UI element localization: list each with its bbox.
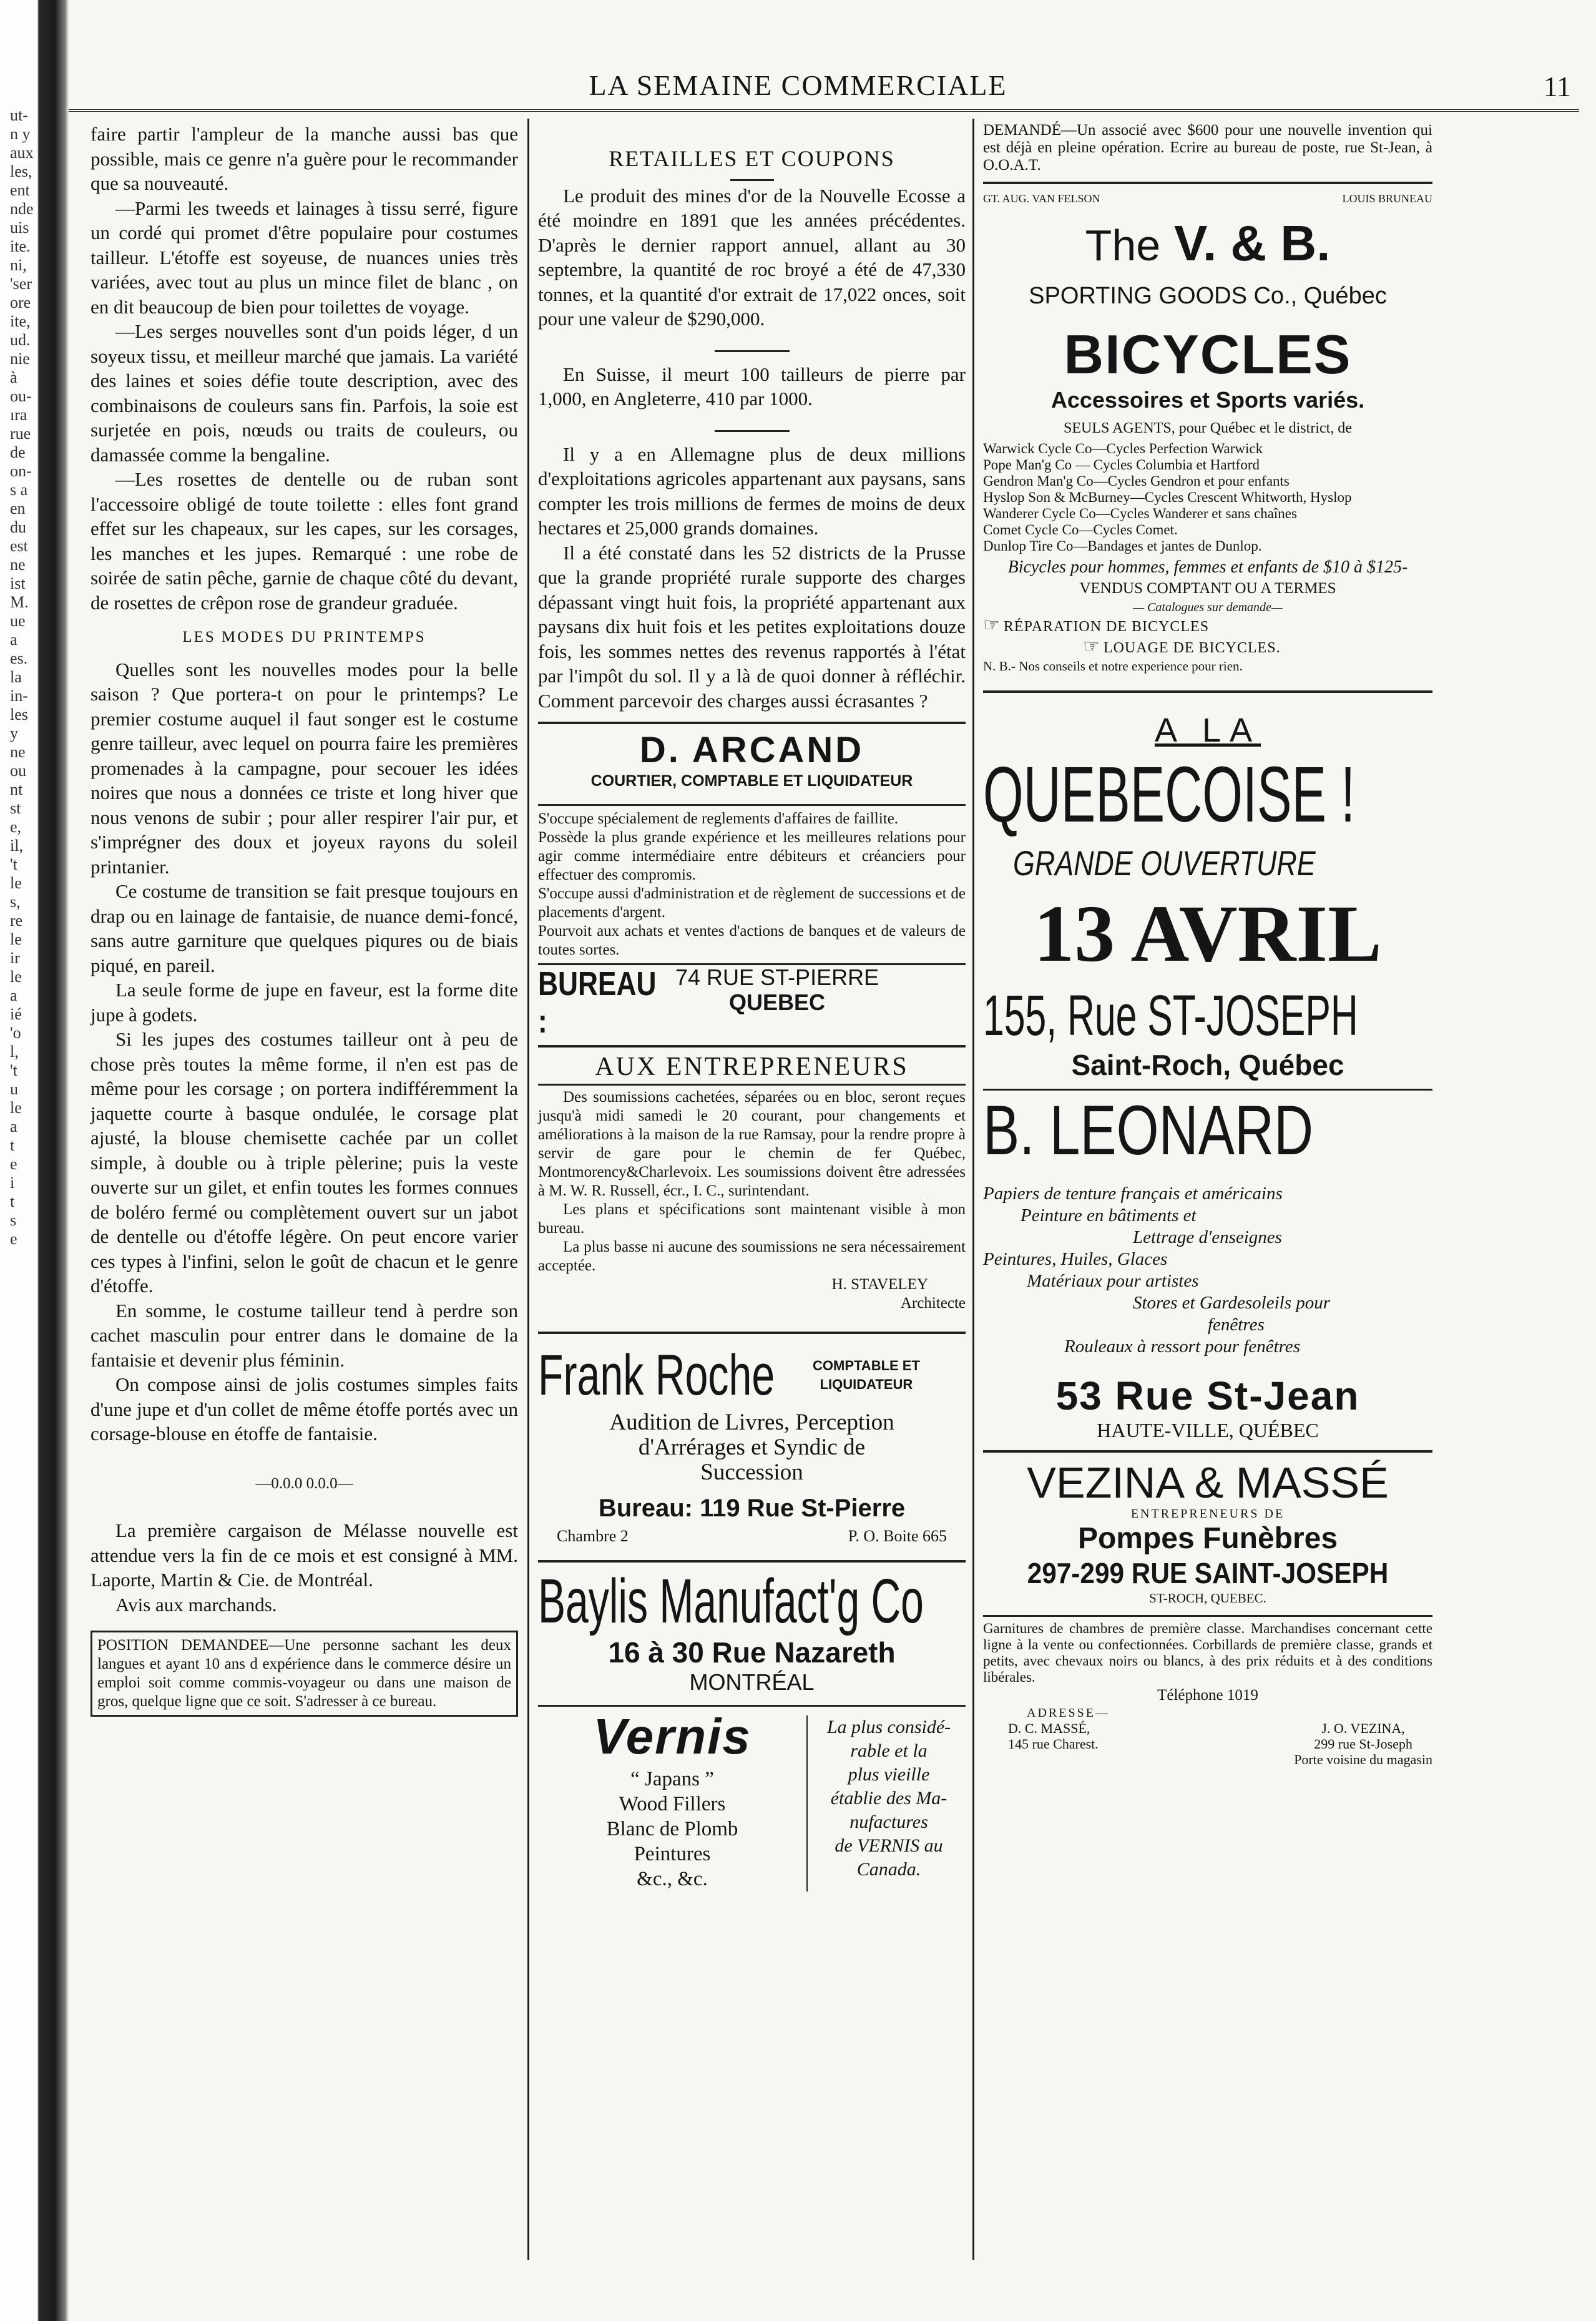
advertiser-role: ENTREPRENEURS DE bbox=[1130, 1506, 1285, 1521]
edge-fragment: ne bbox=[10, 556, 26, 574]
edge-fragment: e, bbox=[10, 818, 22, 836]
advertiser-city: MONTRÉAL bbox=[689, 1669, 815, 1695]
ad-paragraph: La plus basse ni aucune des soumissions ne sera nécessairement acceptée. bbox=[538, 1239, 966, 1274]
page-number: 11 bbox=[1543, 71, 1571, 102]
product-line: Blanc de Plomb bbox=[606, 1817, 738, 1840]
contact-note: Porte voisine du magasin bbox=[1294, 1751, 1432, 1767]
pointing-hand-icon: ☞ bbox=[983, 614, 1000, 635]
header-rule bbox=[69, 109, 1579, 112]
classified-position-wanted: POSITION DEMANDEE—Une personne sachant les deux langues et ayant 10 ans d expérience dans le commerce désire un emploi soit comme commis-voyageur ou dans une maison de gros, quelque ligne que ce soit. S'adresser à ce bureau. bbox=[91, 1631, 518, 1717]
edge-fragment: de bbox=[10, 443, 26, 461]
edge-fragment: les, bbox=[10, 162, 32, 180]
edge-fragment: aux bbox=[10, 144, 34, 162]
brand-name: V. & B. bbox=[1173, 215, 1331, 271]
paragraph: —Parmi les tweeds et lainages à tissu serré, figure un cordé qui promet d'être populaire pour costumes tailleur. L'étoffe est soyeuse, de nuances unies très variées, avec tout au plus un mince filet de blanc , on en dit beaucoup de bien pour toilettes de voyage. bbox=[91, 197, 518, 318]
company-name: SPORTING GOODS Co., Québec bbox=[1029, 282, 1387, 309]
paragraph: Ce costume de transition se fait presque toujours en drap ou en lainage de fantaisie, de nuance demi-foncé, sans autre garniture que quelques piqures ou de biais piqué, en pareil. bbox=[91, 880, 518, 976]
edge-fragment: ud. bbox=[10, 331, 31, 349]
edge-fragment: il, bbox=[10, 837, 23, 855]
bureau-address: 74 RUE ST-PIERRE bbox=[675, 964, 879, 990]
edge-fragment: ir bbox=[10, 949, 20, 967]
edge-fragment: ore bbox=[10, 293, 31, 312]
classified-associate-wanted: DEMANDÉ—Un associé avec $600 pour une nouvelle invention qui est déjà en pleine opération. Ecrire au bureau de poste, rue St-Jean, à O.O.A.T. bbox=[983, 122, 1432, 174]
edge-fragment: a bbox=[10, 1117, 17, 1136]
signature-title: Architecte bbox=[900, 1295, 966, 1312]
claim-line: rable et la bbox=[850, 1740, 928, 1761]
edge-fragment: ist bbox=[10, 574, 26, 592]
ad-subhead: GRANDE OUVERTURE bbox=[1013, 843, 1316, 883]
edge-fragment: on- bbox=[10, 462, 32, 480]
product-line: Matériaux pour artistes bbox=[1027, 1270, 1199, 1291]
column-right bbox=[983, 122, 1432, 1767]
edge-fragment: rue bbox=[10, 424, 31, 443]
column-rule bbox=[527, 119, 529, 2260]
ad-paragraph: Des soumissions cachetées, séparées ou en bloc, seront reçues jusqu'à midi samedi le 20 courant, pour changements et améliorations à la maison de la rue Ramsay, pour la rendre propre à servir de gare pour le chemin de fer Québec, Montmorency&Charlevoix. Les soumissions doivent être adressées à M. W. R. Russell, écr., I. C., surintendant. bbox=[538, 1089, 966, 1199]
paragraph: Il y a en Allemagne plus de deux millions d'exploitations agricoles appartenant aux paysans, sans compter les trois millions de fermes de moins de deux hectares et 25,000 grands domaines. bbox=[538, 443, 966, 539]
claim-line: établie des Ma- bbox=[830, 1787, 947, 1808]
claim-line: La plus considé- bbox=[826, 1716, 951, 1737]
edge-fragment: ié bbox=[10, 1005, 22, 1023]
edge-fragment: nde bbox=[10, 200, 34, 218]
claim-line: plus vieille bbox=[848, 1764, 930, 1785]
advertiser-name: VEZINA & MASSÉ bbox=[1027, 1458, 1389, 1507]
paragraph: faire partir l'ampleur de la manche aussi bas que possible, mais ce genre n'a guère pour le recommander que sa nouveauté. bbox=[91, 123, 518, 194]
paragraph: —Les serges nouvelles sont d'un poids léger, d un soyeux tissu, et meilleur marché que jamais. La variété des laines et soies défie toute description, avec des combinaisons de couleurs sans fin. Parfois, la soie est surjetée en pois, nœuds ou traits de couleurs, ou damassée comme la bengaline. bbox=[91, 320, 518, 466]
ad-paragraph: Garnitures de chambres de première classe. Marchandises concernant cette ligne à la vente ou confectionnées. Corbillards de première classe, grands et petits, avec chevaux noirs ou blancs, à des prix réduits et à des conditions libérales. bbox=[983, 1615, 1432, 1686]
edge-fragment: le bbox=[10, 1099, 22, 1117]
paragraph: Quelles sont les nouvelles modes pour la belle saison ? Que portera-t on pour le printemps? Le premier costume auquel il faut songer est le costume genre tailleur, avec lequel on pourra faire les premières promenades à la campagne, pour secouer les idées noires que nous a données ce triste et long hiver que nous venons de subir ; pour aller respirer l'air pur, et s'imprégner des doux et joyeux rayons du soleil printanier. bbox=[91, 658, 518, 878]
paragraph: Si les jupes des costumes tailleur ont à peu de chose près toutes la même forme, il n'en est pas de même pour les corsage ; on portera indifféremment la jaquette courte à basque ondulée, le corsage plat ajusté, la blouse chemisette cachée par un collet simple, à double ou à triple pèlerine; puis la veste ouverte sur un gilet, et enfin toutes les formes connues de boléro fermé ou complètement ouvert sur un jabot de dentelle ou d'étoffe légère. On peut encore varier ces types à l'infini, selon le goût de chacun et le genre d'étoffe. bbox=[91, 1028, 518, 1297]
contact-name: J. O. VEZINA, bbox=[1321, 1720, 1405, 1736]
advertiser-address: 16 à 30 Rue Nazareth bbox=[608, 1636, 896, 1669]
ad-quebecoise bbox=[983, 690, 1432, 1441]
bureau-label: BUREAU : bbox=[538, 965, 657, 1040]
contact-address: 299 rue St-Joseph bbox=[1314, 1735, 1412, 1752]
ad-line: Possède la plus grande expérience et les meilleures relations pour agir comme intermédiaire entre débiteurs et créanciers pour effectuer des compromis. bbox=[538, 829, 966, 883]
agency-item: Hyslop Son & McBurney—Cycles Crescent Whitworth, Hyslop bbox=[983, 489, 1352, 505]
edge-fragment: a bbox=[10, 986, 17, 1004]
edge-fragment: nt bbox=[10, 780, 23, 798]
agency-item: Gendron Man'g Co—Cycles Gendron et pour enfants bbox=[983, 473, 1290, 489]
contact-address: 145 rue Charest. bbox=[1008, 1735, 1099, 1752]
edge-fragment: nie bbox=[10, 350, 30, 368]
edge-fragment: le bbox=[10, 874, 22, 892]
edge-fragment: du bbox=[10, 518, 26, 536]
column-rule bbox=[972, 119, 974, 2260]
edge-fragment: e bbox=[10, 1155, 17, 1173]
left-edge-fragments bbox=[5, 106, 44, 1249]
advertiser-address: 297-299 RUE SAINT-JOSEPH bbox=[1027, 1556, 1389, 1589]
advertiser-role: COURTIER, COMPTABLE ET LIQUIDATEUR bbox=[590, 772, 913, 790]
ad-entrepreneurs bbox=[538, 1045, 966, 1313]
edge-fragment: a bbox=[10, 631, 17, 649]
claim-line: nufactures bbox=[849, 1811, 928, 1832]
product-line: Stores et Gardesoleils pour bbox=[1133, 1292, 1331, 1313]
agency-item: Wanderer Cycle Co—Cycles Wanderer et sans chaînes bbox=[983, 505, 1297, 521]
proprietor: GT. AUG. VAN FELSON bbox=[983, 192, 1100, 205]
ad-arcand bbox=[538, 722, 966, 1040]
claim-line: de VERNIS au bbox=[835, 1835, 943, 1856]
product-name: Vernis bbox=[593, 1708, 751, 1764]
paragraph: La seule forme de jupe en faveur, est la forme dite jupe à godets. bbox=[91, 979, 518, 1026]
edge-fragment: est bbox=[10, 537, 28, 555]
edge-fragment: e bbox=[10, 1230, 17, 1248]
phone: Téléphone 1019 bbox=[1157, 1686, 1258, 1704]
edge-fragment: st bbox=[10, 799, 21, 817]
edge-fragment: en bbox=[10, 499, 26, 518]
ad-headline: BICYCLES bbox=[1064, 323, 1352, 385]
ad-line: S'occupe spécialement de reglements d'affaires de faillite. bbox=[538, 810, 899, 827]
store-area: Saint-Roch, Québec bbox=[1071, 1048, 1344, 1081]
edge-fragment: t bbox=[10, 1192, 15, 1210]
advertiser-name: Frank Roche bbox=[538, 1343, 775, 1407]
ad-line: SEULS AGENTS, pour Québec et le district, de bbox=[1064, 420, 1352, 436]
product-line: Papiers de tenture français et américains bbox=[983, 1183, 1283, 1204]
edge-fragment: la bbox=[10, 668, 22, 686]
edge-fragment: ou- bbox=[10, 387, 32, 405]
ad-vb-sporting bbox=[983, 182, 1432, 674]
paragraph: On compose ainsi de jolis costumes simples faits d'une jupe et d'un collet de même étoffe portés avec un corsage-blouse en étoffe de fantaisie. bbox=[91, 1373, 518, 1445]
paragraph: Le produit des mines d'or de la Nouvelle Ecosse a été moindre en 1891 que les années précédentes. D'après le dernier rapport annuel, allant au 30 septembre, la quantité de roc broyé a été de 47,330 tonnes, et la quantité d'or extrait de 17,022 onces, soit pour une valeur de $290,000. bbox=[538, 184, 966, 330]
column-middle bbox=[538, 122, 966, 1892]
article-fashion bbox=[91, 122, 518, 615]
advertiser-name: D. ARCAND bbox=[639, 730, 864, 770]
edge-fragment: in- bbox=[10, 687, 28, 705]
ad-vezina-masse bbox=[983, 1450, 1432, 1767]
ad-line: LOUAGE DE BICYCLES. bbox=[1103, 639, 1281, 656]
edge-fragment: u bbox=[10, 1080, 18, 1098]
edge-fragment: le bbox=[10, 968, 22, 986]
service-name: Pompes Funèbres bbox=[1077, 1521, 1338, 1555]
edge-fragment: ni, bbox=[10, 256, 27, 274]
product-line: fenêtres bbox=[1208, 1314, 1265, 1335]
bureau-city: QUEBEC bbox=[729, 989, 826, 1015]
edge-fragment: uis bbox=[10, 218, 29, 237]
edge-fragment: y bbox=[10, 724, 18, 742]
paragraph: En Suisse, il meurt 100 tailleurs de pierre par 1,000, en Angleterre, 410 par 1000. bbox=[538, 363, 966, 410]
ad-line: RÉPARATION DE BICYCLES bbox=[1003, 618, 1210, 635]
ad-line: d'Arrérages et Syndic de bbox=[638, 1435, 866, 1460]
proprietor: LOUIS BRUNEAU bbox=[1342, 192, 1432, 205]
page-title: LA SEMAINE COMMERCIALE bbox=[589, 69, 1007, 101]
product-line: Peinture en bâtiments et bbox=[1021, 1205, 1197, 1225]
advertiser-area: ST-ROCH, QUEBEC. bbox=[1149, 1590, 1266, 1606]
edge-fragment: s, bbox=[10, 893, 21, 911]
agency-item: Dunlop Tire Co—Bandages et jantes de Dunlop. bbox=[983, 537, 1262, 554]
claim-line: Canada. bbox=[856, 1858, 921, 1880]
edge-fragment: ite, bbox=[10, 312, 31, 330]
pointing-hand-icon: ☞ bbox=[1083, 635, 1100, 657]
ad-line: — Catalogues sur demande— bbox=[1133, 600, 1283, 614]
column-left bbox=[91, 122, 518, 1717]
article-spring-modes bbox=[91, 657, 518, 1446]
section-heading: RETAILLES ET COUPONS bbox=[609, 146, 895, 171]
ad-line: VENDUS COMPTANT OU A TERMES bbox=[1079, 579, 1336, 597]
divider bbox=[730, 179, 774, 181]
separator: —0.0.0 0.0.0— bbox=[255, 1475, 353, 1492]
divider bbox=[715, 350, 790, 352]
product-line: Peintures bbox=[634, 1842, 711, 1865]
ad-note: N. B.- Nos conseils et notre experience pour rien. bbox=[983, 658, 1243, 674]
edge-fragment: les bbox=[10, 705, 28, 724]
contact-name: D. C. MASSÉ, bbox=[1008, 1720, 1090, 1736]
opening-date: 13 AVRIL bbox=[1034, 888, 1382, 979]
edge-fragment: le bbox=[10, 930, 22, 948]
agency-item: Pope Man'g Co — Cycles Columbia et Hartford bbox=[983, 456, 1260, 473]
edge-fragment: 't bbox=[10, 1061, 17, 1079]
edge-fragment: ite. bbox=[10, 237, 31, 255]
product-line: “ Japans ” bbox=[630, 1767, 714, 1790]
edge-fragment: s bbox=[10, 1211, 17, 1229]
edge-fragment: ıra bbox=[10, 406, 27, 424]
brand-prefix: The bbox=[1085, 220, 1161, 270]
ad-frank-roche bbox=[538, 1332, 966, 1549]
edge-fragment: re bbox=[10, 911, 23, 930]
edge-fragment: 'o bbox=[10, 1024, 21, 1042]
edge-fragment: ue bbox=[10, 612, 26, 630]
paragraph: Avis aux marchands. bbox=[115, 1593, 277, 1616]
street-address: 53 Rue St-Jean bbox=[1055, 1373, 1360, 1418]
edge-fragment: n y bbox=[10, 125, 31, 143]
bureau-line bbox=[538, 963, 966, 1040]
edge-fragment: ut- bbox=[10, 106, 28, 124]
paragraph: En somme, le costume tailleur tend à perdre son cachet masculin pour entrer dans le domaine de la fantaisie et devenir plus féminin. bbox=[91, 1299, 518, 1371]
advertiser-role: COMPTABLE ET bbox=[813, 1358, 920, 1373]
edge-fragment: t bbox=[10, 1136, 15, 1154]
ad-line: Pourvoit aux achats et ventes d'actions de banques et de valeurs de toutes sortes. bbox=[538, 923, 966, 958]
edge-fragment: M. bbox=[10, 593, 29, 611]
product-line: Lettrage d'enseignes bbox=[1133, 1227, 1282, 1247]
district: HAUTE-VILLE, QUÉBEC bbox=[1097, 1418, 1319, 1441]
ad-headline: A LA bbox=[1154, 711, 1261, 749]
po-box: P. O. Boite 665 bbox=[848, 1527, 947, 1545]
address-label: ADRESSE— bbox=[1027, 1705, 1110, 1720]
ad-line: Audition de Livres, Perception bbox=[609, 1410, 894, 1435]
edge-fragment: à bbox=[10, 368, 17, 386]
agency-item: Warwick Cycle Co—Cycles Perfection Warwick bbox=[983, 440, 1263, 456]
edge-fragment: 't bbox=[10, 855, 17, 873]
advertiser-name: Baylis Manufact'g Co bbox=[538, 1566, 924, 1636]
ad-paragraph: Les plans et spécifications sont maintenant visible à mon bureau. bbox=[538, 1201, 966, 1237]
edge-fragment: i bbox=[10, 1174, 15, 1192]
article-molasses bbox=[91, 1518, 518, 1617]
ad-baylis bbox=[538, 1560, 966, 1892]
product-line: &c., &c. bbox=[637, 1867, 708, 1890]
product-line: Rouleaux à ressort pour fenêtres bbox=[1064, 1336, 1301, 1357]
chambre: Chambre 2 bbox=[557, 1527, 629, 1545]
owner-name: B. LEONARD bbox=[983, 1091, 1314, 1169]
store-name: QUEBECOISE ! bbox=[983, 750, 1356, 838]
paragraph: Il a été constaté dans les 52 districts de la Prusse que la grande propriété rurale supporte des charges dépassant vingt huit fois, la propriété appartenant aux paysans dix huit fois et les petites exploitations douze fois, les sommes nettes des revenus rapportés à l'état par l'impôt du sol. Il y a là de quoi donner à réfléchir. Comment parcevoir des charges aussi écrasantes ? bbox=[538, 541, 966, 712]
signature: H. STAVELEY bbox=[831, 1276, 928, 1293]
bureau-address: Bureau: 119 Rue St-Pierre bbox=[598, 1494, 906, 1522]
paragraph: —Les rosettes de dentelle ou de ruban sont l'accessoire obligé de toute toilette : elles font grand effet sur les chapeaux, sur les capes, sur les corsages, les manches et les jupes. Remarqué : une robe de soirée de satin pêche, garnie de chaque côté du devant, de rosettes de crêpon rose de grandeur graduée. bbox=[91, 468, 518, 614]
edge-fragment: s a bbox=[10, 481, 28, 499]
ad-line: S'occupe aussi d'administration et de règlement de successions et de placements d'argent. bbox=[538, 885, 966, 921]
edge-fragment: ou bbox=[10, 762, 26, 780]
ad-heading: AUX ENTREPRENEURS bbox=[595, 1053, 909, 1081]
agency-item: Comet Cycle Co—Cycles Comet. bbox=[983, 521, 1178, 537]
edge-fragment: l, bbox=[10, 1043, 19, 1061]
ad-line: Bicycles pour hommes, femmes et enfants de $10 à $125- bbox=[1007, 557, 1408, 577]
divider bbox=[715, 430, 790, 432]
edge-fragment: ne bbox=[10, 743, 26, 761]
product-line: Wood Fillers bbox=[619, 1792, 726, 1815]
edge-fragment: ent bbox=[10, 181, 30, 199]
product-line: Peintures, Huiles, Glaces bbox=[983, 1249, 1168, 1269]
section-heading: LES MODES DU PRINTEMPS bbox=[182, 629, 426, 645]
edge-fragment: es. bbox=[10, 649, 28, 667]
ad-line: Succession bbox=[700, 1460, 803, 1485]
edge-fragment: 'ser bbox=[10, 275, 32, 293]
paragraph: La première cargaison de Mélasse nouvelle est attendue vers la fin de ce mois et est consigné à MM. Laporte, Martin & Cie. de Montréal. bbox=[91, 1519, 518, 1591]
advertiser-role: LIQUIDATEUR bbox=[820, 1376, 913, 1392]
ad-subhead: Accessoires et Sports variés. bbox=[1050, 386, 1365, 413]
store-address: 155, Rue ST-JOSEPH bbox=[983, 983, 1358, 1048]
